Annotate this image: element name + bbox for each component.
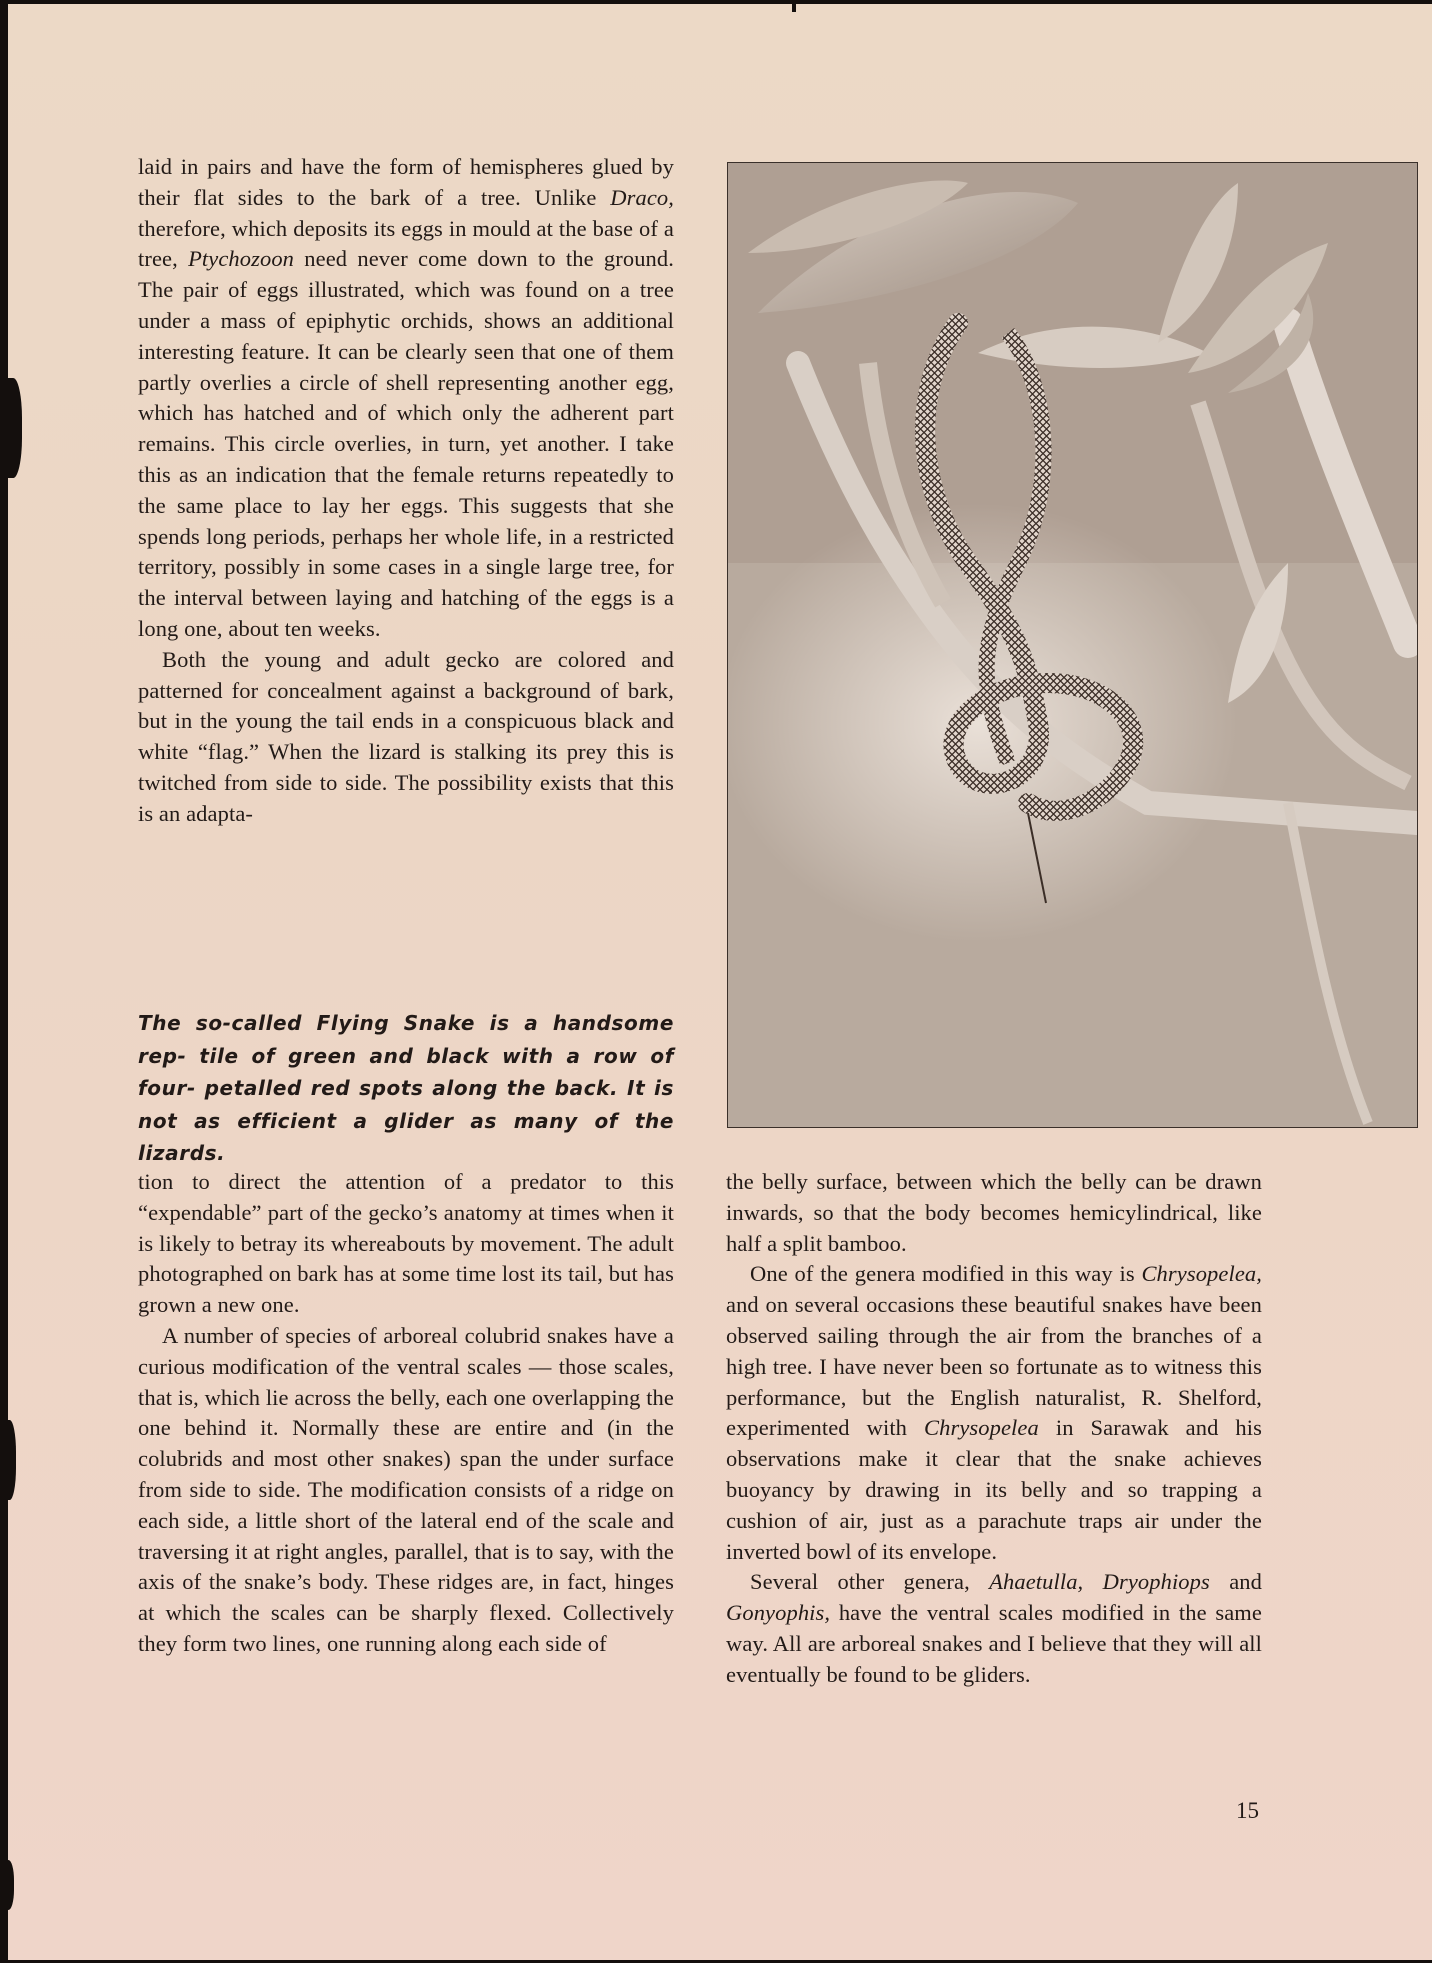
flying-snake-photo	[727, 162, 1418, 1128]
paragraph-expendable: tion to direct the attention of a predator to this “expendable” part of the gecko’s anatomy at times when it is likely to betray its whereabouts by movement. The adult photographed on bark has at some time lost its tail, but has grown a new one.	[138, 1169, 674, 1318]
genus-draco: Draco,	[610, 184, 674, 210]
magazine-page	[8, 4, 1432, 1960]
paragraph-ventral-scales: A number of species of arboreal colubrid snakes have a curious modification of the ventral scales — those scales, that is, which lie across the belly, each one overlapping the one behind it. Normally these are entire and (in the colubrids and most other snakes) span the under surface from side to side. The modification consists of a ridge on each side, a little short of the lateral end of the scale and traversing it at right angles, parallel, that is to say, with the axis of the snake’s body. These ridges are, in fact, hinges at which the scales can be sharply flexed. Collectively they form two lines, one running along each side of	[138, 1322, 674, 1656]
snake-illustration-icon	[728, 163, 1417, 1127]
left-column-bottom	[138, 1167, 674, 1660]
paragraph-eggs: laid in pairs and have the form of hemispheres glued by their flat sides to the bark of a tree. Unlike Draco, therefore, which deposits its eggs in mould at the base of a tree, Ptychozoon need never come down to the ground. The pair of eggs illustrated, which was found on a tree under a mass of epiphytic orchids, shows an additional interesting feature. It can be clearly seen that one of them partly overlies a circle of shell representing another egg, which has hatched and of which only the adherent part remains. This circle overlies, in turn, yet another. I take this as an indication that the female returns repeatedly to the same place to lay her eggs. This suggests that she spends long periods, perhaps her whole life, in a restricted territory, possibly in some cases in a single large tree, for the interval between laying and hatching of the eggs is a long one, about ten weeks.	[138, 154, 674, 641]
genus-ptychozoon: Ptychozoon	[188, 246, 295, 272]
page-edge-tear	[0, 378, 22, 478]
genus-ahaetulla-dryophiops: Ahaetulla, Dryophiops	[989, 1569, 1210, 1595]
page-edge-tear	[0, 1420, 16, 1500]
genus-chrysopelea-2: Chrysopelea	[924, 1415, 1039, 1441]
photo-caption: The so-called Flying Snake is a handsome rep- tile of green and black with a row of four- petalled red spots along the back. It is not as efficient a glider as many of the lizards.	[138, 1011, 674, 1165]
left-column-top	[138, 152, 674, 830]
page-edge-tear	[0, 1860, 14, 1910]
paragraph-other-genera: Several other genera, Ahaetulla, Dryophiops and Gonyophis, have the ventral scales modified in the same way. All are arboreal snakes and I believe that they will all eventually be found to be gliders.	[726, 1569, 1262, 1687]
genus-gonyophis: Gonyophis,	[726, 1600, 831, 1626]
paragraph-chrysopelea: One of the genera modified in this way is Chrysopelea, and on several occasions these beautiful snakes have been observed sailing through the air from the branches of a high tree. I have never been so fortunate as to witness this performance, but the English naturalist, R. Shelford, experimented with Chrysopelea in Sarawak and his observations make it clear that the snake achieves buoyancy by drawing in its belly and so trapping a cushion of air, just as a parachute traps air under the inverted bowl of its envelope.	[726, 1261, 1262, 1564]
genus-chrysopelea: Chrysopelea,	[1141, 1261, 1262, 1287]
top-edge-mark	[792, 0, 796, 12]
page-number: 15	[1236, 1798, 1259, 1823]
paragraph-gecko-flag: Both the young and adult gecko are colored and patterned for concealment against a background of bark, but in the young the tail ends in a conspicuous black and white “flag.” When the lizard is stalking its prey this is twitched from side to side. The possibility exists that this is an adapta-	[138, 646, 674, 826]
paragraph-belly: the belly surface, between which the belly can be drawn inwards, so that the body becomes hemicylindrical, like half a split bamboo.	[726, 1169, 1262, 1256]
right-column-bottom	[726, 1167, 1262, 1691]
